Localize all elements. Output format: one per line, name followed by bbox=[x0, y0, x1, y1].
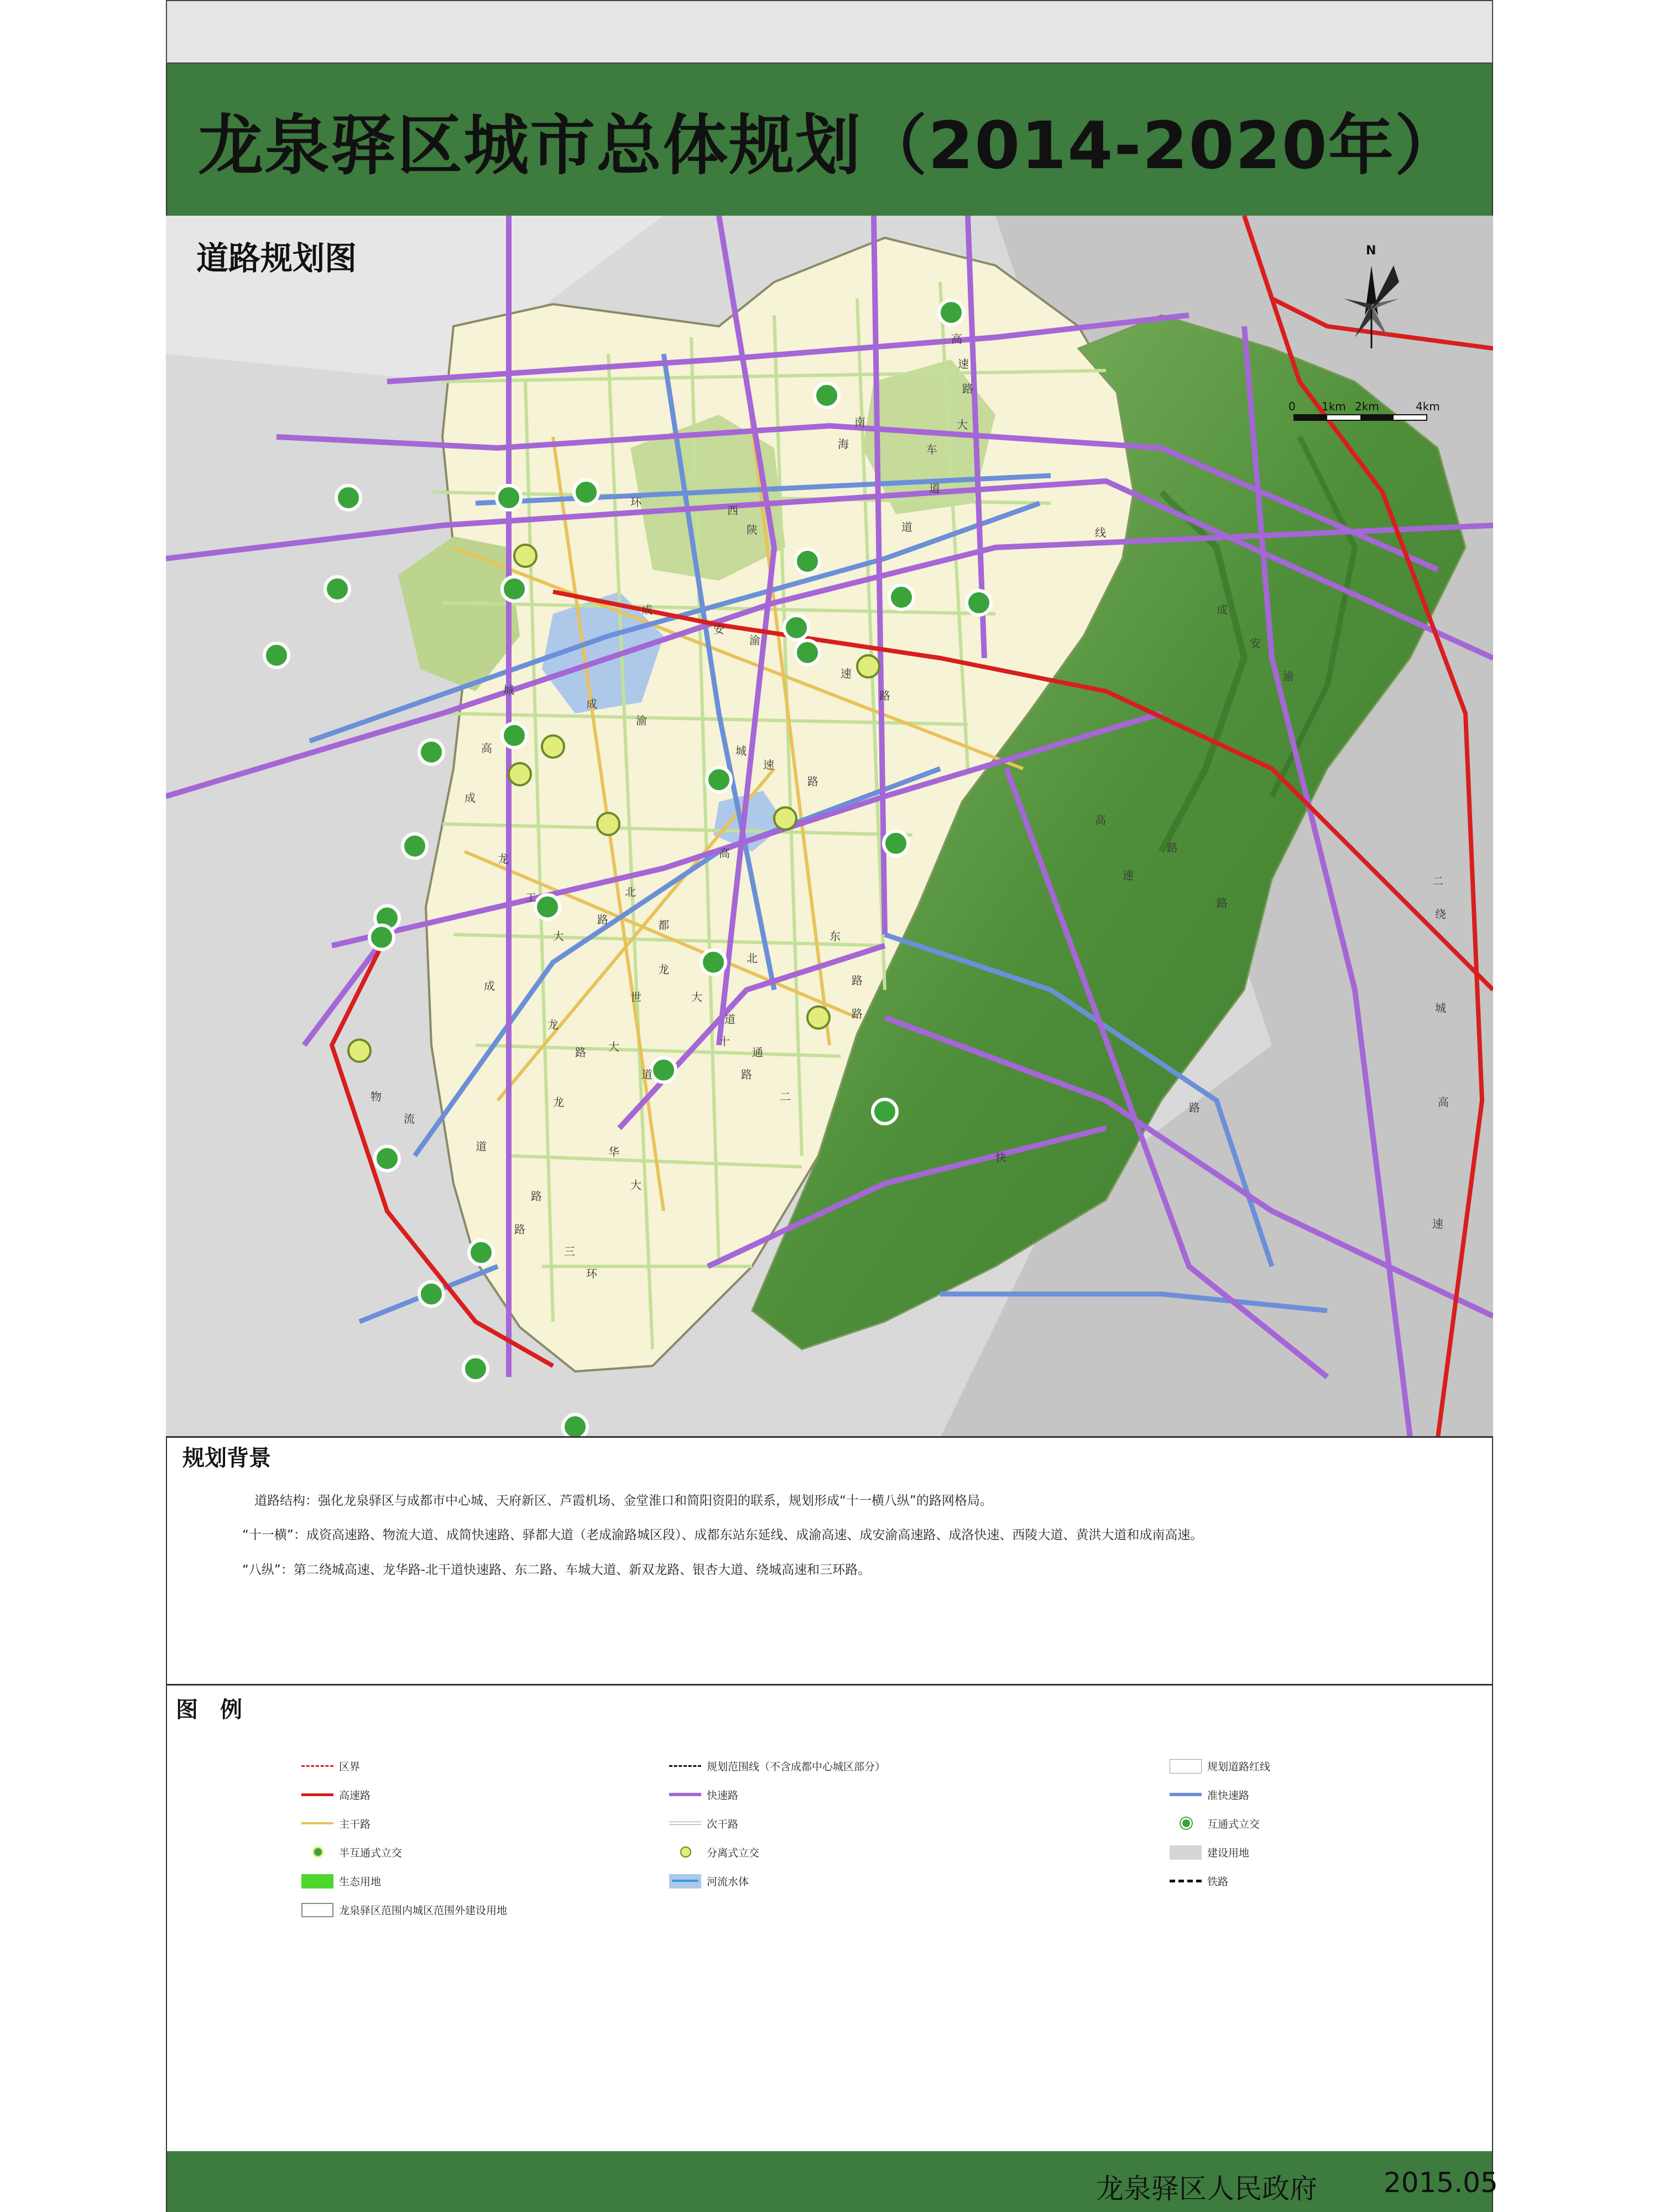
road-label: 华 bbox=[608, 1145, 619, 1159]
road-label: 路 bbox=[531, 1190, 542, 1203]
road-label: 车 bbox=[926, 443, 937, 456]
legend-symbol bbox=[301, 1845, 333, 1860]
legend-item-separated-interchange: 分离式立交 bbox=[669, 1845, 759, 1860]
road-label: 高 bbox=[951, 332, 962, 346]
road-label: 路 bbox=[807, 775, 818, 788]
legend-item-expressway: 高速路 bbox=[301, 1787, 371, 1802]
road-label: 北 bbox=[747, 952, 758, 965]
legend-item-water-body: 河流水体 bbox=[669, 1874, 749, 1888]
legend-symbol bbox=[1170, 1845, 1202, 1860]
top-margin-band bbox=[166, 0, 1493, 64]
footer-date: 2015.05 bbox=[1384, 2167, 1498, 2199]
legend-symbol bbox=[1170, 1759, 1202, 1773]
road-label: 大 bbox=[630, 1178, 641, 1192]
road-label: 海 bbox=[838, 437, 849, 451]
road-label: 高 bbox=[1438, 1095, 1449, 1109]
legend-symbol bbox=[669, 1788, 701, 1802]
road-label: 道 bbox=[476, 1140, 487, 1153]
road-label: 东 bbox=[830, 930, 841, 943]
road-label: 安 bbox=[713, 623, 724, 636]
legend-symbol bbox=[669, 1817, 701, 1831]
road-label: 龙 bbox=[498, 852, 509, 865]
road-label: 路 bbox=[514, 1223, 525, 1236]
legend-symbol bbox=[669, 1874, 701, 1888]
road-label: 成 bbox=[465, 791, 476, 805]
road-label: 大 bbox=[691, 990, 702, 1004]
scale-label-1km: 1km bbox=[1322, 400, 1346, 413]
road-label: 城 bbox=[735, 744, 747, 758]
footer-org: 龙泉驿区人民政府 bbox=[1096, 2173, 1317, 2205]
background-paragraph-3: “八纵”：第二绕城高速、龙华路-北干道快速路、东二路、车城大道、新双龙路、银杏大道、绕城高速和三环路。 bbox=[242, 1563, 871, 1577]
legend-symbol bbox=[301, 1759, 333, 1773]
road-label: 龙 bbox=[658, 963, 669, 976]
background-paragraph-1: 道路结构：强化龙泉驿区与成都市中心城、天府新区、芦霞机场、金堂淮口和简阳资阳的联系，规划形成“十一横八纵”的路网格局。 bbox=[254, 1494, 993, 1508]
road-label: 成 bbox=[586, 697, 597, 711]
legend-item-road-redline: 规划道路红线 bbox=[1170, 1759, 1270, 1773]
legend-item-main-road: 主干路 bbox=[301, 1816, 371, 1831]
road-label: 大 bbox=[553, 930, 564, 943]
road-label: 环 bbox=[630, 495, 641, 509]
road-label: 工 bbox=[525, 891, 536, 904]
legend-item-eco-land: 生态用地 bbox=[301, 1874, 381, 1888]
road-label: 安 bbox=[1250, 637, 1261, 650]
road-label: 路 bbox=[852, 974, 863, 987]
road-label: 龙 bbox=[547, 1018, 559, 1031]
road-label: 高 bbox=[481, 742, 492, 755]
legend-symbol bbox=[301, 1903, 333, 1917]
road-label: 路 bbox=[852, 1007, 863, 1020]
north-label: N bbox=[1366, 244, 1376, 258]
road-label: 速 bbox=[958, 357, 969, 371]
road-label: 三 bbox=[564, 1245, 575, 1258]
road-label: 道 bbox=[641, 1068, 653, 1081]
road-label: 陕 bbox=[747, 523, 758, 536]
map-subtitle: 道路规划图 bbox=[196, 239, 357, 277]
road-label: 路 bbox=[1167, 841, 1178, 854]
background-paragraph-2: “十一横”：成资高速路、物流大道、成简快速路、驿都大道（老成渝路城区段）、成都东站东延线、成渝高速、成安渝高速路、成洛快速、西陵大道、黄洪大道和成南高速。 bbox=[242, 1528, 1203, 1542]
road-plan-map bbox=[166, 216, 1493, 1438]
legend-item-full-interchange: 互通式立交 bbox=[1170, 1816, 1260, 1831]
road-label: 十 bbox=[719, 1035, 730, 1048]
road-label: 路 bbox=[1217, 896, 1228, 910]
legend-item-railway: 铁路 bbox=[1170, 1874, 1228, 1888]
road-label: 西 bbox=[727, 504, 738, 517]
scale-label-0: 0 bbox=[1288, 400, 1296, 413]
legend-symbol bbox=[1170, 1817, 1202, 1831]
road-label: 高 bbox=[719, 847, 730, 860]
road-label: 速 bbox=[763, 758, 774, 771]
road-label: 速 bbox=[1432, 1217, 1443, 1230]
road-label: 道 bbox=[901, 520, 912, 534]
road-label: 路 bbox=[879, 689, 890, 702]
legend-item-outside-construction: 龙泉驿区范围内城区范围外建设用地 bbox=[301, 1902, 507, 1917]
legend-item-district-boundary: 区界 bbox=[301, 1759, 360, 1773]
road-label: 成 bbox=[484, 979, 495, 993]
road-label: 速 bbox=[841, 667, 852, 680]
road-label: 龙 bbox=[553, 1095, 564, 1109]
legend-item-quasi-fast-road: 准快速路 bbox=[1170, 1787, 1249, 1802]
page-title: 龙泉驿区城市总体规划（2014-2020年） bbox=[198, 107, 1461, 184]
road-label: 道 bbox=[929, 482, 940, 495]
road-label: 世 bbox=[630, 990, 641, 1004]
scale-label-2km: 2km bbox=[1355, 400, 1379, 413]
road-label: 二 bbox=[780, 1090, 791, 1103]
legend-item-secondary-road: 次干路 bbox=[669, 1816, 738, 1831]
road-label: 流 bbox=[404, 1112, 415, 1125]
road-label: 南 bbox=[854, 415, 865, 429]
road-label: 道 bbox=[724, 1013, 735, 1026]
scale-label-4km: 4km bbox=[1416, 400, 1440, 413]
road-label: 成 bbox=[641, 603, 653, 617]
legend-symbol bbox=[669, 1845, 701, 1860]
road-label: 物 bbox=[371, 1090, 382, 1103]
road-label: 大 bbox=[957, 418, 968, 431]
legend-item-construction-land: 建设用地 bbox=[1170, 1845, 1249, 1860]
road-label: 城 bbox=[1435, 1001, 1446, 1015]
map-canvas bbox=[166, 216, 1493, 1438]
legend-title: 图例 bbox=[176, 1697, 264, 1723]
legend-item-half-interchange: 半互通式立交 bbox=[301, 1845, 402, 1860]
road-label: 速 bbox=[1123, 869, 1134, 882]
road-label: 绕 bbox=[1435, 907, 1446, 921]
road-label: 大 bbox=[608, 1040, 619, 1053]
legend-symbol bbox=[1170, 1874, 1202, 1888]
road-label: 北 bbox=[625, 885, 636, 899]
road-label: 快 bbox=[995, 1151, 1006, 1164]
road-label: 高 bbox=[1095, 813, 1106, 827]
legend-item-fast-road: 快速路 bbox=[669, 1787, 738, 1802]
road-label: 渝 bbox=[1283, 670, 1294, 683]
legend-symbol bbox=[301, 1788, 333, 1802]
legend-symbol bbox=[301, 1817, 333, 1831]
road-label: 渝 bbox=[749, 634, 760, 647]
road-label: 二 bbox=[1432, 874, 1443, 888]
legend-symbol bbox=[301, 1874, 333, 1888]
road-label: 环 bbox=[586, 1267, 597, 1280]
road-label: 城 bbox=[503, 684, 514, 697]
section-divider bbox=[166, 1684, 1493, 1686]
footer-bar bbox=[166, 2151, 1498, 2212]
road-label: 线 bbox=[1095, 526, 1106, 539]
legend-item-planning-boundary: 规划范围线（不含成都中心城区部分） bbox=[669, 1759, 885, 1773]
road-label: 渝 bbox=[636, 714, 647, 727]
title-bar bbox=[166, 64, 1493, 216]
legend-symbol bbox=[669, 1759, 701, 1773]
road-label: 路 bbox=[1189, 1101, 1200, 1114]
road-label: 路 bbox=[741, 1068, 752, 1081]
road-label: 路 bbox=[597, 913, 608, 926]
road-label: 路 bbox=[575, 1046, 586, 1059]
road-label: 通 bbox=[752, 1046, 763, 1059]
road-label: 都 bbox=[658, 919, 669, 932]
road-label: 路 bbox=[962, 382, 973, 395]
legend-symbol bbox=[1170, 1788, 1202, 1802]
background-title: 规划背景 bbox=[182, 1446, 271, 1471]
road-label: 成 bbox=[1217, 603, 1228, 617]
